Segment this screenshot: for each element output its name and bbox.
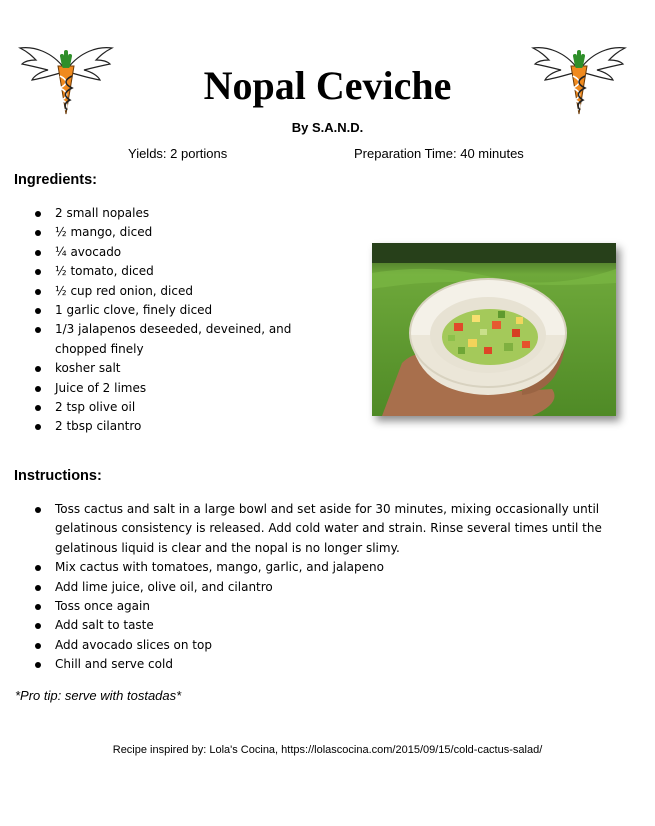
ingredient-item: ½ mango, diced: [35, 223, 335, 242]
ingredient-item: Juice of 2 limes: [35, 379, 335, 398]
instruction-step: Add lime juice, olive oil, and cilantro: [35, 578, 625, 597]
ingredient-item: kosher salt: [35, 359, 335, 378]
instruction-step: Add salt to taste: [35, 616, 625, 635]
ingredient-item: ½ cup red onion, diced: [35, 282, 335, 301]
ingredients-list: [35, 204, 335, 437]
instructions-list: [35, 500, 625, 675]
instruction-step: Mix cactus with tomatoes, mango, garlic, and jalapeno: [35, 558, 625, 577]
instruction-step: Add avocado slices on top: [35, 636, 625, 655]
ingredient-item: 2 tbsp cilantro: [35, 417, 335, 436]
ingredient-item: 2 small nopales: [35, 204, 335, 223]
ingredient-item: ½ tomato, diced: [35, 262, 335, 281]
instruction-step: Toss cactus and salt in a large bowl and set aside for 30 minutes, mixing occasionally until gelatinous consistency is released. Add cold water and strain. Rinse several times until the gelatinous liquid is clear and the nopal is no longer slimy.: [35, 500, 625, 558]
prep-time-text: Preparation Time: 40 minutes: [354, 146, 524, 161]
ingredient-item: 2 tsp olive oil: [35, 398, 335, 417]
ingredients-heading: Ingredients:: [14, 172, 97, 188]
recipe-title: Nopal Ceviche: [203, 63, 452, 108]
instruction-step: Chill and serve cold: [35, 655, 625, 674]
pro-tip: *Pro tip: serve with tostadas*: [15, 688, 182, 703]
ingredient-item: 1/3 jalapenos deseeded, deveined, and chopped finely: [35, 320, 335, 359]
recipe-source-credit: Recipe inspired by: Lola's Cocina, https://lolascocina.com/2015/09/15/cold-cactus-salad/: [112, 744, 543, 756]
instruction-step: Toss once again: [35, 597, 625, 616]
instructions-heading: Instructions:: [14, 468, 102, 484]
ingredient-item: ¼ avocado: [35, 243, 335, 262]
ingredient-item: 1 garlic clove, finely diced: [35, 301, 335, 320]
ceviche-photo: [372, 243, 616, 416]
recipe-byline: By S.A.N.D.: [291, 120, 364, 135]
yields-text: Yields: 2 portions: [128, 146, 228, 161]
